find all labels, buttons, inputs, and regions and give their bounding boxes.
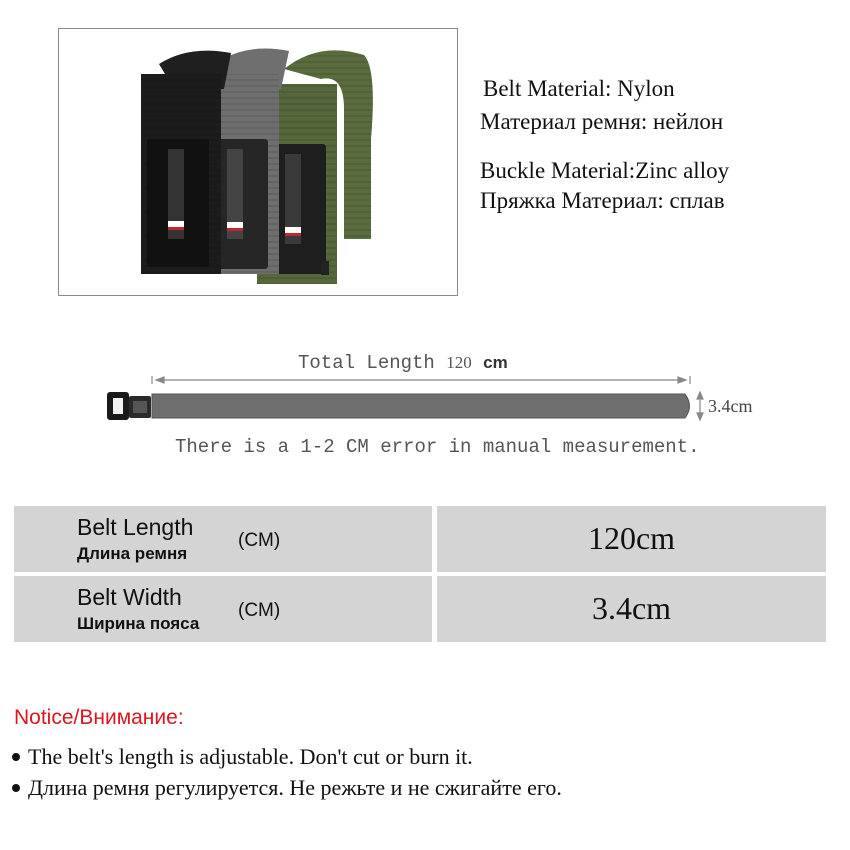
bullet-icon — [12, 753, 20, 761]
total-length-label: Total Length 120 cm — [298, 352, 508, 374]
value-text: 120cm — [587, 520, 676, 556]
row-value-cell — [437, 506, 826, 572]
notice-title: Notice/Внимание: — [14, 706, 184, 729]
table-row — [14, 506, 826, 572]
label-ru: Длина ремня — [77, 544, 188, 563]
buckle-material-ru: Пряжка Материал: сплав — [480, 188, 725, 213]
length-diagram — [40, 318, 760, 468]
belt-material-en: Belt Material: Nylon — [483, 76, 675, 101]
unit-label: (CM) — [238, 600, 281, 621]
table-row — [14, 576, 826, 642]
black-belt — [141, 51, 231, 274]
label-en: Belt Length — [77, 514, 194, 540]
buckle-material-en: Buckle Material:Zinc alloy — [480, 158, 730, 183]
belts-illustration — [59, 29, 457, 295]
bullet-icon — [12, 784, 20, 792]
list-item: Длина ремня регулируется. Не режьте и не сжигайте его. — [12, 775, 562, 801]
product-photo — [58, 28, 458, 296]
row-label-cell — [14, 506, 432, 572]
unit-label: (CM) — [238, 530, 281, 551]
value-text: 3.4cm — [591, 590, 672, 626]
belt-strap — [152, 394, 690, 418]
width-arrow — [697, 392, 703, 420]
measurement-error-note: There is a 1-2 CM error in manual measurement. — [175, 436, 700, 458]
list-item: The belt's length is adjustable. Don't cut or burn it. — [12, 744, 473, 770]
label-en: Belt Width — [77, 584, 182, 610]
length-arrow — [152, 376, 690, 384]
row-value-cell — [437, 576, 826, 642]
belt-material-ru: Материал ремня: нейлон — [480, 109, 724, 134]
buckle-icon — [107, 392, 151, 420]
label-ru: Ширина пояса — [77, 614, 200, 633]
width-label: 3.4cm — [708, 396, 753, 416]
row-label-cell — [14, 576, 432, 642]
